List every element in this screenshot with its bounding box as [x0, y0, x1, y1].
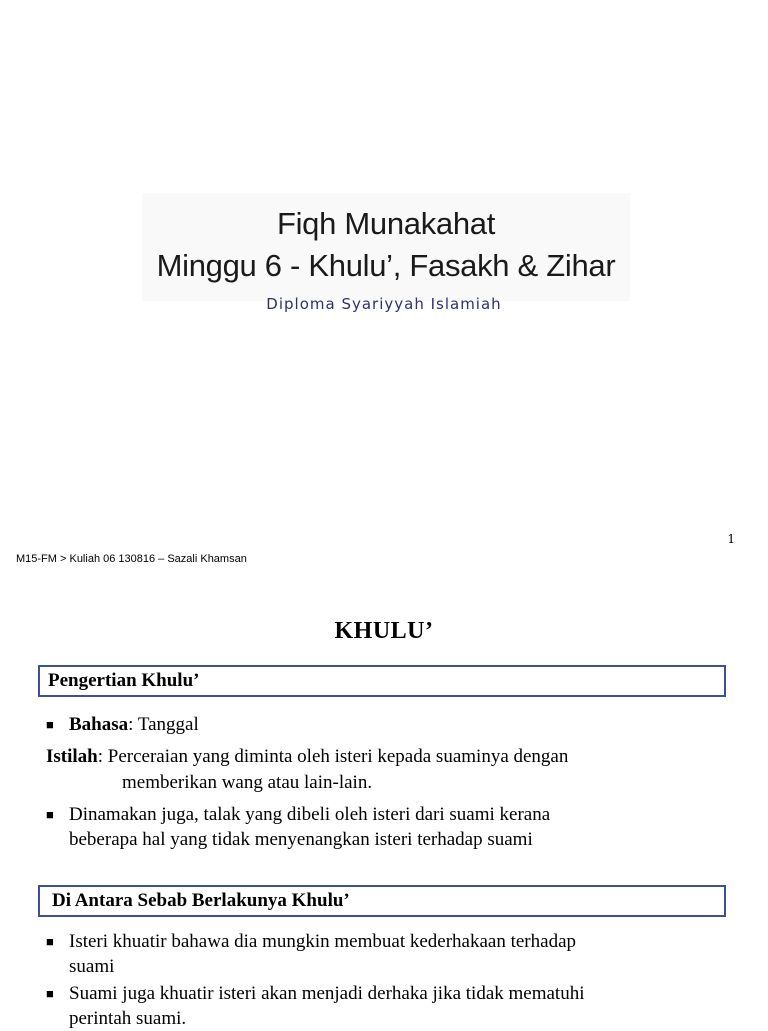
slide-footer: M15-FM > Kuliah 06 130816 – Sazali Khamsan	[16, 553, 247, 565]
bullet-isteri	[46, 929, 736, 979]
causes-box: Di Antara Sebab Berlakunya Khulu’	[38, 885, 726, 917]
section-heading: KHULU’	[334, 618, 434, 644]
istilah-definition	[46, 744, 736, 796]
bullet-dinamakan	[46, 802, 736, 852]
page-number: 1	[727, 532, 735, 546]
slide-subtitle: Diploma Syariyyah Islamiah	[266, 295, 502, 313]
bullet-isteri-line-2: suami	[69, 956, 115, 977]
square-bullet-icon: ■	[46, 807, 54, 822]
istilah-label: Istilah	[46, 746, 98, 767]
bullet-bahasa	[46, 712, 736, 737]
bullet-suami-line-2: perintah suami.	[69, 1008, 187, 1029]
istilah-line-2: memberikan wang atau lain-lain.	[122, 772, 373, 793]
slide-title-line-2: Minggu 6 - Khulu’, Fasakh & Zihar	[156, 248, 616, 283]
bullet-dinamakan-line-1: Dinamakan juga, talak yang dibeli oleh isteri dari suami kerana	[69, 804, 551, 825]
square-bullet-icon: ■	[46, 717, 54, 732]
bullet-suami-line-1: Suami juga khuatir isteri akan menjadi derhaka jika tidak mematuhi	[69, 983, 585, 1004]
slide-title-line-1: Fiqh Munakahat	[276, 206, 496, 241]
square-bullet-icon: ■	[46, 986, 54, 1001]
square-bullet-icon: ■	[46, 934, 54, 949]
bahasa-label: Bahasa	[69, 714, 129, 735]
bullet-dinamakan-line-2: beberapa hal yang tidak menyenangkan isteri terhadap suami	[69, 829, 533, 850]
bahasa-value: : Tanggal	[128, 714, 199, 735]
istilah-line-1: : Perceraian yang diminta oleh isteri kepada suaminya dengan	[97, 746, 569, 767]
definition-box: Pengertian Khulu’	[38, 665, 726, 697]
bullet-isteri-line-1: Isteri khuatir bahawa dia mungkin membuat kederhakaan terhadap	[69, 931, 576, 952]
title-block	[142, 193, 630, 301]
